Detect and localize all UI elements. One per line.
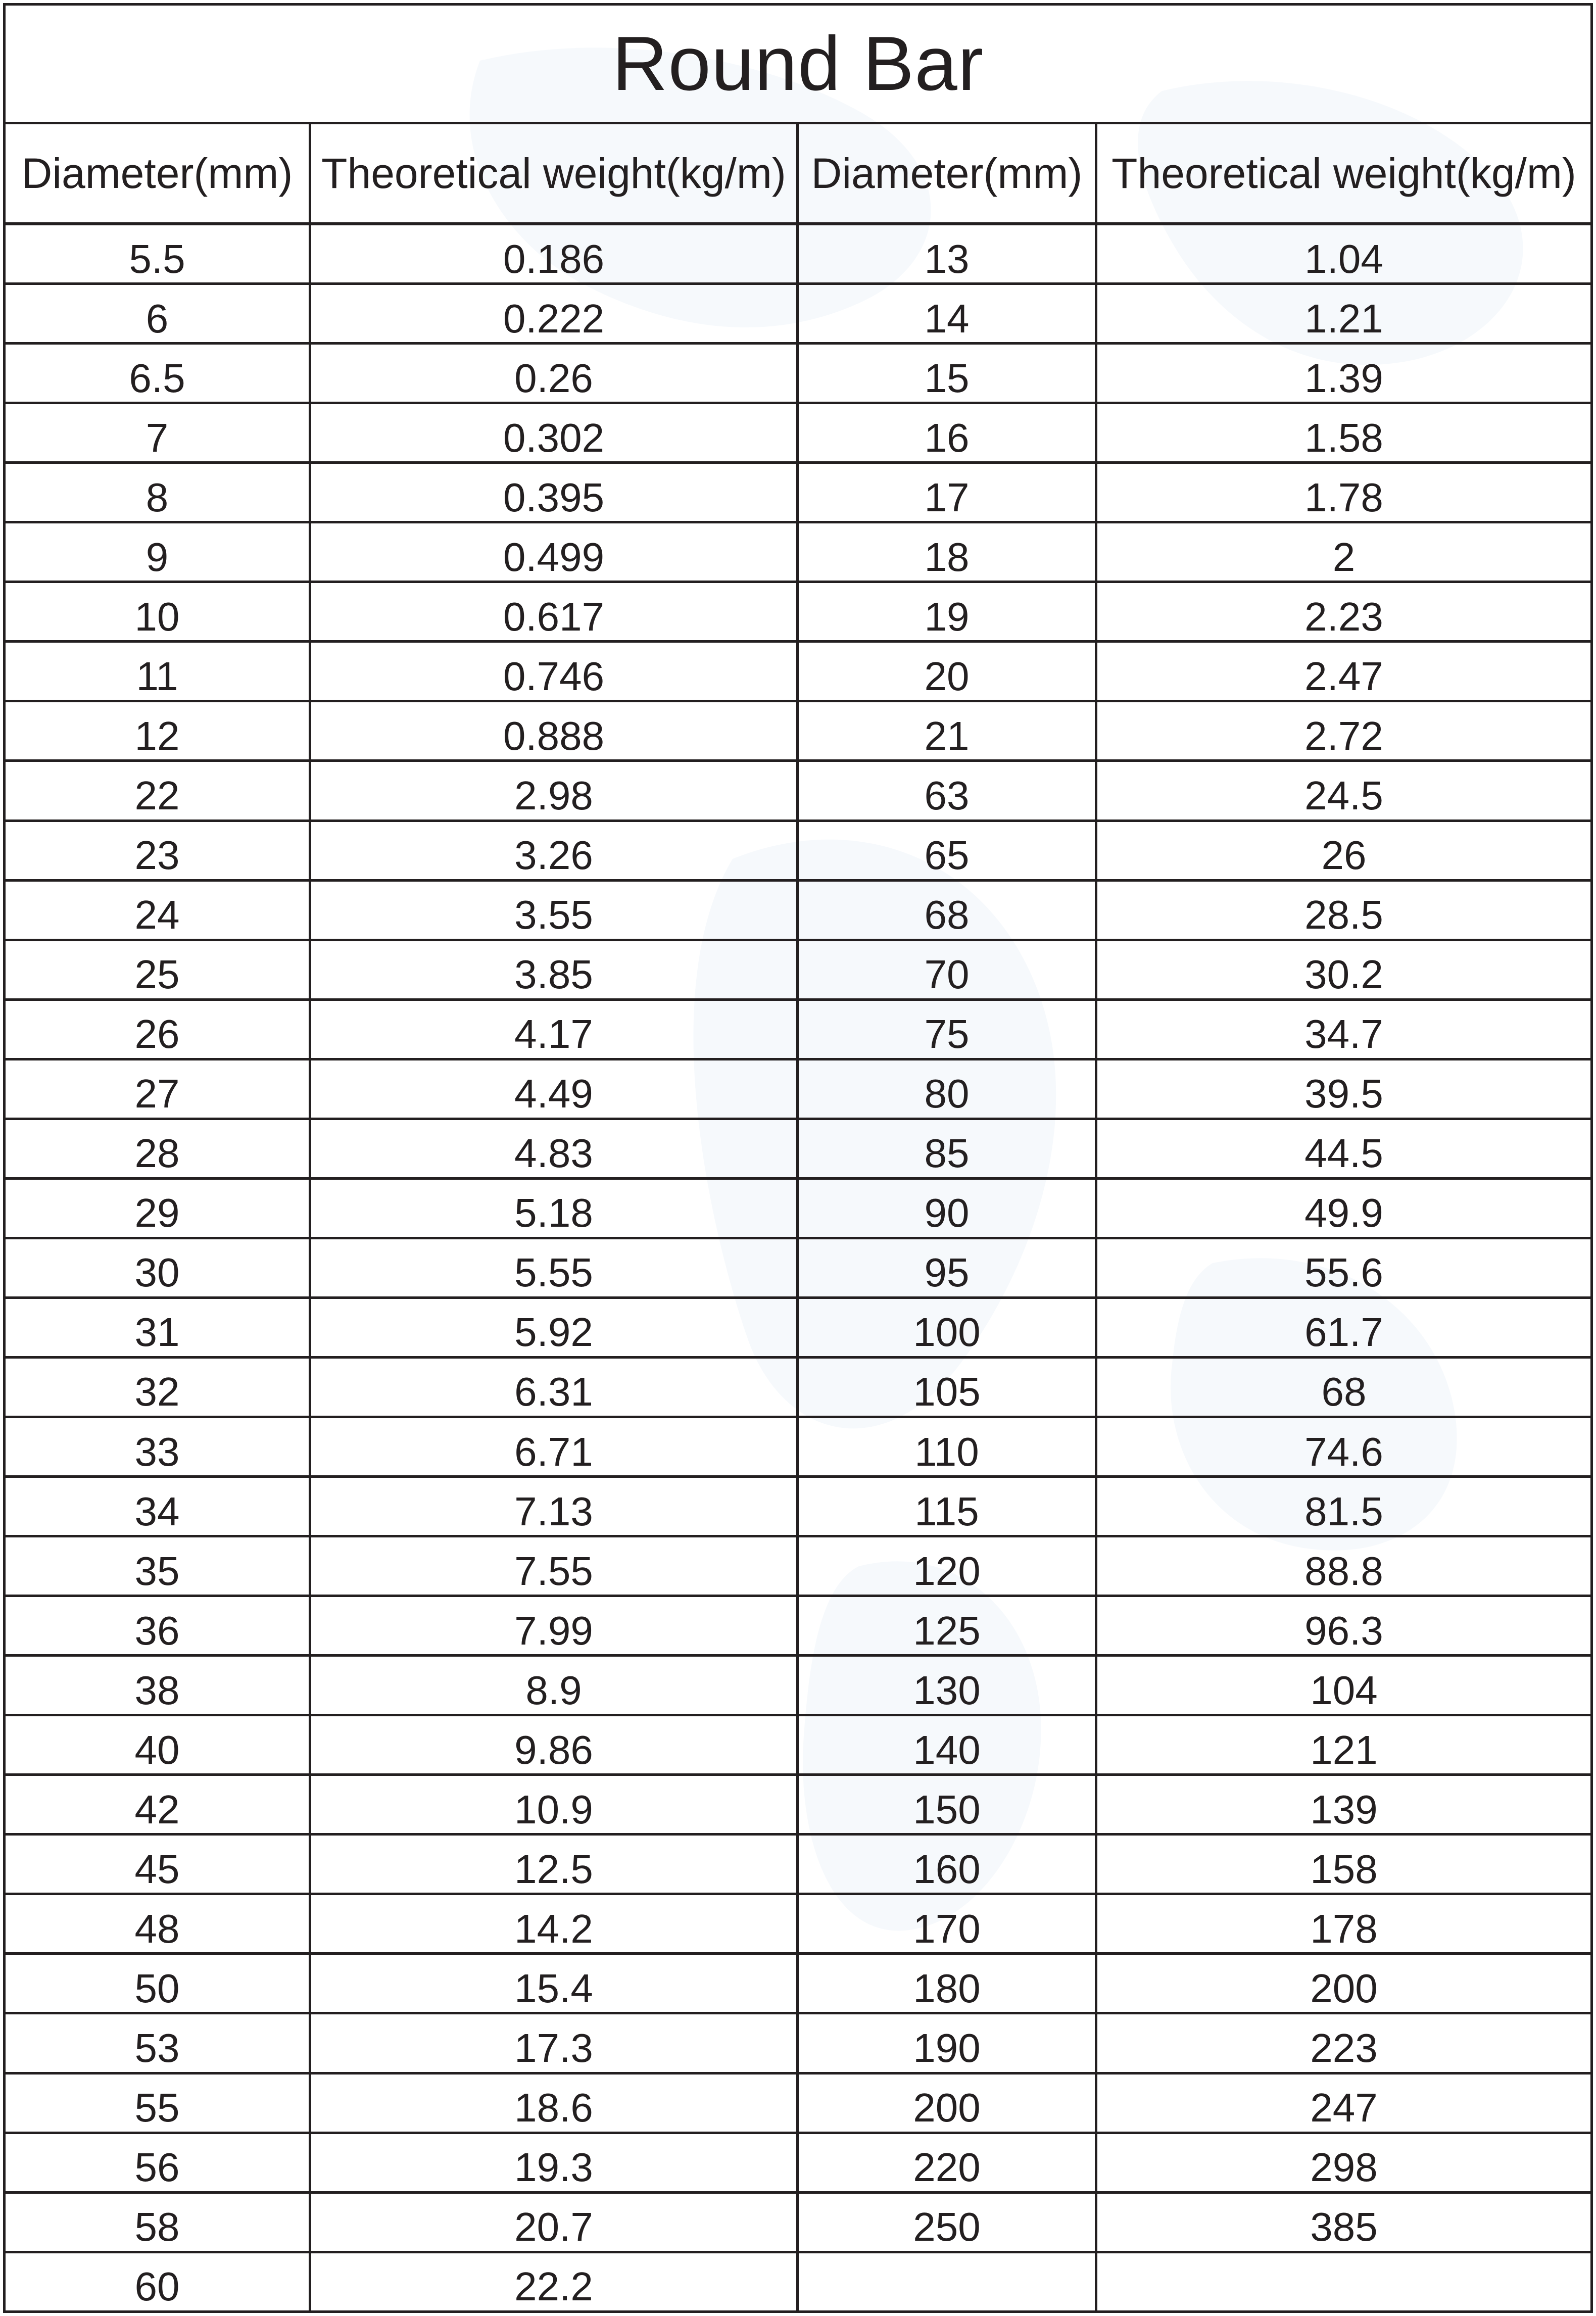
cell-weight-right: 96.3 [1096, 1596, 1592, 1656]
table-row [5, 821, 1592, 880]
cell-weight-left: 9.86 [310, 1715, 798, 1775]
cell-diameter-right: 100 [798, 1297, 1096, 1357]
cell-weight-left: 10.9 [310, 1775, 798, 1835]
round-bar-table-container [3, 3, 1593, 2313]
cell-weight-left: 22.2 [310, 2252, 798, 2311]
table-row [5, 403, 1592, 463]
cell-weight-left: 18.6 [310, 2073, 798, 2133]
cell-diameter-left: 45 [5, 1835, 310, 1894]
table-row [5, 1835, 1592, 1894]
cell-weight-right: 88.8 [1096, 1536, 1592, 1596]
table-row [5, 2073, 1592, 2133]
cell-weight-right: 2.23 [1096, 582, 1592, 642]
cell-weight-right: 49.9 [1096, 1178, 1592, 1238]
header-diameter-left: Diameter(mm) [5, 123, 310, 224]
table-row [5, 224, 1592, 284]
table-row [5, 582, 1592, 642]
table-row [5, 1417, 1592, 1477]
cell-weight-left: 0.617 [310, 582, 798, 642]
table-row [5, 999, 1592, 1059]
cell-diameter-left: 55 [5, 2073, 310, 2133]
cell-diameter-left: 29 [5, 1178, 310, 1238]
cell-diameter-right: 15 [798, 344, 1096, 403]
cell-weight-left: 3.85 [310, 940, 798, 999]
cell-diameter-right: 18 [798, 522, 1096, 582]
cell-weight-left: 3.55 [310, 880, 798, 940]
cell-diameter-right: 115 [798, 1477, 1096, 1536]
table-row [5, 2192, 1592, 2252]
cell-diameter-left: 25 [5, 940, 310, 999]
cell-weight-right: 2 [1096, 522, 1592, 582]
cell-weight-right: 200 [1096, 1954, 1592, 2013]
cell-diameter-right: 16 [798, 403, 1096, 463]
cell-diameter-left: 40 [5, 1715, 310, 1775]
cell-diameter-right: 160 [798, 1835, 1096, 1894]
cell-weight-left: 7.13 [310, 1477, 798, 1536]
cell-weight-left: 4.49 [310, 1059, 798, 1119]
cell-diameter-right: 63 [798, 761, 1096, 821]
cell-diameter-left: 33 [5, 1417, 310, 1477]
cell-diameter-left: 38 [5, 1656, 310, 1715]
cell-weight-left: 6.31 [310, 1357, 798, 1417]
cell-weight-right: 178 [1096, 1894, 1592, 1954]
cell-weight-right: 121 [1096, 1715, 1592, 1775]
cell-diameter-right: 180 [798, 1954, 1096, 2013]
table-row [5, 1894, 1592, 1954]
cell-weight-right: 68 [1096, 1357, 1592, 1417]
cell-diameter-right [798, 2252, 1096, 2311]
cell-weight-left: 6.71 [310, 1417, 798, 1477]
cell-weight-right: 28.5 [1096, 880, 1592, 940]
cell-weight-left: 14.2 [310, 1894, 798, 1954]
table-row [5, 1119, 1592, 1178]
cell-weight-left: 0.222 [310, 284, 798, 344]
cell-weight-left: 0.186 [310, 224, 798, 284]
cell-diameter-left: 8 [5, 463, 310, 522]
cell-diameter-left: 31 [5, 1297, 310, 1357]
cell-weight-left: 15.4 [310, 1954, 798, 2013]
cell-weight-right: 1.78 [1096, 463, 1592, 522]
cell-diameter-left: 22 [5, 761, 310, 821]
cell-weight-right: 1.39 [1096, 344, 1592, 403]
cell-diameter-right: 170 [798, 1894, 1096, 1954]
cell-diameter-left: 26 [5, 999, 310, 1059]
cell-diameter-right: 85 [798, 1119, 1096, 1178]
cell-weight-left: 0.26 [310, 344, 798, 403]
cell-diameter-right: 110 [798, 1417, 1096, 1477]
cell-weight-left: 12.5 [310, 1835, 798, 1894]
cell-diameter-left: 50 [5, 1954, 310, 2013]
cell-diameter-right: 200 [798, 2073, 1096, 2133]
cell-weight-right: 1.21 [1096, 284, 1592, 344]
table-row [5, 1715, 1592, 1775]
cell-diameter-right: 120 [798, 1536, 1096, 1596]
table-row [5, 880, 1592, 940]
cell-weight-left: 17.3 [310, 2013, 798, 2073]
table-title: Round Bar [5, 5, 1592, 123]
cell-diameter-left: 6 [5, 284, 310, 344]
cell-diameter-right: 105 [798, 1357, 1096, 1417]
table-row [5, 1775, 1592, 1835]
cell-diameter-right: 70 [798, 940, 1096, 999]
cell-diameter-right: 250 [798, 2192, 1096, 2252]
cell-diameter-right: 75 [798, 999, 1096, 1059]
cell-weight-left: 5.55 [310, 1238, 798, 1297]
cell-weight-right: 44.5 [1096, 1119, 1592, 1178]
cell-diameter-right: 140 [798, 1715, 1096, 1775]
cell-weight-left: 4.83 [310, 1119, 798, 1178]
cell-diameter-left: 56 [5, 2133, 310, 2192]
cell-diameter-right: 150 [798, 1775, 1096, 1835]
table-row [5, 522, 1592, 582]
cell-diameter-right: 130 [798, 1656, 1096, 1715]
cell-weight-right: 158 [1096, 1835, 1592, 1894]
cell-weight-right: 2.72 [1096, 701, 1592, 761]
table-row [5, 761, 1592, 821]
cell-weight-left: 5.18 [310, 1178, 798, 1238]
table-row [5, 1536, 1592, 1596]
cell-weight-right: 61.7 [1096, 1297, 1592, 1357]
table-row [5, 1954, 1592, 2013]
cell-diameter-right: 90 [798, 1178, 1096, 1238]
cell-weight-right: 30.2 [1096, 940, 1592, 999]
cell-diameter-right: 68 [798, 880, 1096, 940]
cell-diameter-right: 19 [798, 582, 1096, 642]
cell-diameter-right: 13 [798, 224, 1096, 284]
cell-diameter-left: 10 [5, 582, 310, 642]
cell-weight-right: 1.58 [1096, 403, 1592, 463]
round-bar-weight-table [3, 3, 1593, 2313]
cell-diameter-left: 53 [5, 2013, 310, 2073]
table-row [5, 1477, 1592, 1536]
cell-diameter-right: 190 [798, 2013, 1096, 2073]
cell-diameter-left: 7 [5, 403, 310, 463]
cell-weight-right: 74.6 [1096, 1417, 1592, 1477]
cell-diameter-left: 23 [5, 821, 310, 880]
cell-diameter-left: 6.5 [5, 344, 310, 403]
table-body [5, 224, 1592, 2312]
cell-weight-right: 247 [1096, 2073, 1592, 2133]
cell-weight-left: 0.395 [310, 463, 798, 522]
cell-weight-right: 385 [1096, 2192, 1592, 2252]
table-row [5, 1596, 1592, 1656]
cell-diameter-right: 14 [798, 284, 1096, 344]
cell-weight-left: 0.302 [310, 403, 798, 463]
cell-weight-right: 24.5 [1096, 761, 1592, 821]
cell-diameter-left: 60 [5, 2252, 310, 2311]
cell-weight-right: 104 [1096, 1656, 1592, 1715]
cell-weight-right: 223 [1096, 2013, 1592, 2073]
cell-weight-left: 0.499 [310, 522, 798, 582]
cell-weight-right: 81.5 [1096, 1477, 1592, 1536]
table-row [5, 2013, 1592, 2073]
cell-weight-left: 5.92 [310, 1297, 798, 1357]
cell-weight-left: 7.55 [310, 1536, 798, 1596]
cell-diameter-left: 36 [5, 1596, 310, 1656]
cell-diameter-left: 27 [5, 1059, 310, 1119]
cell-weight-left: 20.7 [310, 2192, 798, 2252]
cell-diameter-left: 58 [5, 2192, 310, 2252]
table-row [5, 2133, 1592, 2192]
cell-diameter-left: 30 [5, 1238, 310, 1297]
table-row [5, 463, 1592, 522]
table-row [5, 701, 1592, 761]
cell-diameter-left: 35 [5, 1536, 310, 1596]
table-row [5, 1238, 1592, 1297]
cell-diameter-right: 21 [798, 701, 1096, 761]
cell-diameter-right: 95 [798, 1238, 1096, 1297]
cell-diameter-left: 11 [5, 642, 310, 701]
cell-diameter-right: 80 [798, 1059, 1096, 1119]
cell-weight-right: 39.5 [1096, 1059, 1592, 1119]
cell-diameter-right: 65 [798, 821, 1096, 880]
cell-weight-right: 298 [1096, 2133, 1592, 2192]
cell-weight-left: 3.26 [310, 821, 798, 880]
cell-diameter-left: 34 [5, 1477, 310, 1536]
cell-diameter-right: 17 [798, 463, 1096, 522]
cell-weight-left: 4.17 [310, 999, 798, 1059]
table-row [5, 642, 1592, 701]
cell-weight-right: 1.04 [1096, 224, 1592, 284]
cell-weight-left: 19.3 [310, 2133, 798, 2192]
cell-weight-left: 8.9 [310, 1656, 798, 1715]
cell-diameter-left: 48 [5, 1894, 310, 1954]
cell-diameter-right: 125 [798, 1596, 1096, 1656]
cell-diameter-left: 42 [5, 1775, 310, 1835]
table-row [5, 1178, 1592, 1238]
cell-weight-right: 34.7 [1096, 999, 1592, 1059]
cell-weight-right [1096, 2252, 1592, 2311]
cell-weight-left: 0.888 [310, 701, 798, 761]
cell-diameter-right: 220 [798, 2133, 1096, 2192]
cell-weight-right: 2.47 [1096, 642, 1592, 701]
table-row [5, 1059, 1592, 1119]
cell-diameter-left: 12 [5, 701, 310, 761]
table-row [5, 940, 1592, 999]
cell-weight-right: 139 [1096, 1775, 1592, 1835]
cell-weight-left: 0.746 [310, 642, 798, 701]
cell-diameter-left: 28 [5, 1119, 310, 1178]
header-diameter-right: Diameter(mm) [798, 123, 1096, 224]
cell-diameter-left: 5.5 [5, 224, 310, 284]
cell-weight-right: 26 [1096, 821, 1592, 880]
table-row [5, 2252, 1592, 2311]
cell-diameter-left: 32 [5, 1357, 310, 1417]
cell-diameter-left: 9 [5, 522, 310, 582]
table-row [5, 1357, 1592, 1417]
table-row [5, 284, 1592, 344]
cell-weight-left: 7.99 [310, 1596, 798, 1656]
cell-weight-left: 2.98 [310, 761, 798, 821]
table-row [5, 1656, 1592, 1715]
table-row [5, 344, 1592, 403]
header-weight-right: Theoretical weight(kg/m) [1096, 123, 1592, 224]
header-weight-left: Theoretical weight(kg/m) [310, 123, 798, 224]
cell-diameter-right: 20 [798, 642, 1096, 701]
cell-weight-right: 55.6 [1096, 1238, 1592, 1297]
table-row [5, 1297, 1592, 1357]
cell-diameter-left: 24 [5, 880, 310, 940]
